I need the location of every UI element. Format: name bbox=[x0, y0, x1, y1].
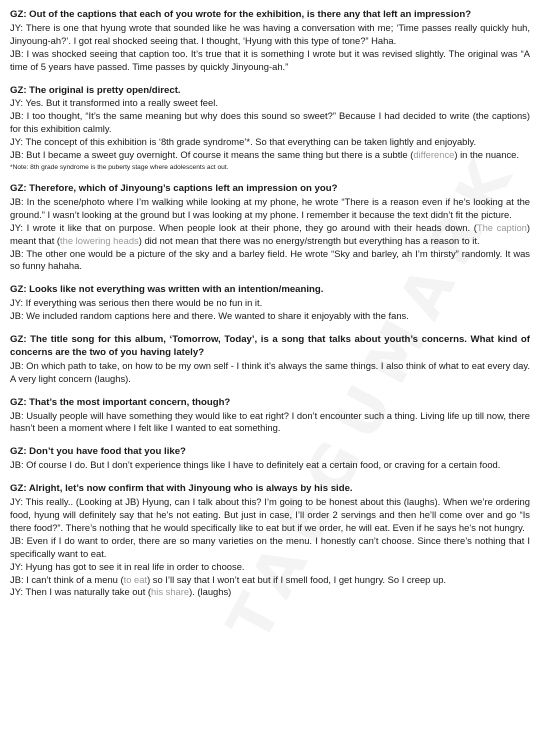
answer-line bbox=[10, 110, 530, 136]
answer-text: JB: The other one would be a picture of the sky and a barley field. He wrote “Sky and barley, ah I’m thirsty” randomly. It was so funny hahaha. bbox=[10, 247, 530, 272]
answer-text: JY: The concept of this exhibition is ‘8th grade syndrome’*. So that everything can be taken lightly and enjoyably. bbox=[10, 136, 477, 148]
qa-section bbox=[10, 483, 530, 599]
answer-line bbox=[10, 360, 530, 386]
qa-section bbox=[10, 446, 530, 472]
interview-document bbox=[10, 9, 530, 610]
answer-line bbox=[10, 222, 530, 248]
question: GZ: Looks like not everything was written with an intention/meaning. bbox=[10, 284, 324, 296]
translator-note-text: the lowering heads bbox=[60, 234, 139, 246]
answer-text: JB: On which path to take, on how to be my own self - I think it’s always the same things. I also think of what to eat every day. A very light concern (laughs). bbox=[10, 359, 530, 384]
answer-text: ). (laughs) bbox=[189, 586, 232, 598]
answer-text: JB: I was shocked seeing that caption too. It’s true that it is something I wrote but it was revised slightly. The original was “A time of 5 years have passed. Time passes by quickly Jinyoung-ah.” bbox=[10, 47, 530, 72]
question: GZ: Therefore, which of Jinyoung’s captions left an impression on you? bbox=[10, 182, 338, 194]
answer-line bbox=[10, 459, 530, 472]
answer-line bbox=[10, 248, 530, 274]
translator-note-text: his share bbox=[151, 586, 190, 598]
answer-text: ) so I’ll say that I won’t eat but if I smell food, I get hungry. So I creep up. bbox=[147, 573, 447, 585]
translator-note-text: The caption bbox=[476, 221, 527, 233]
answer-text: JB: But I became a sweet guy overnight. Of course it means the same thing but there is a subtle ( bbox=[10, 149, 414, 161]
footnote: *Note: 8th grade syndrome is the puberty stage where adolescents act out. bbox=[10, 163, 229, 171]
answer-text: JB: Even if I do want to order, there are so many varieties on the menu. I honestly can’t choose. Since there’s nothing that I specifically want to eat. bbox=[10, 534, 530, 559]
qa-section bbox=[10, 284, 530, 323]
qa-section bbox=[10, 9, 530, 74]
answer-line bbox=[10, 586, 530, 599]
answer-line bbox=[10, 297, 530, 310]
answer-text: JY: I wrote it like that on purpose. When people look at their phone, they go around with their heads down. ( bbox=[10, 221, 477, 233]
question: GZ: Alright, let’s now confirm that with Jinyoung who is always by his side. bbox=[10, 483, 353, 495]
answer-text: JB: In the scene/photo where I’m walking while looking at my phone, he wrote “There is a reason even if he’s looking at the ground.” I wasn’t looking at the ground but I was looking at my phone. I remember it because the text didn’t fit the picture. bbox=[10, 195, 530, 220]
question: GZ: Don’t you have food that you like? bbox=[10, 446, 186, 458]
answer-text: JY: This really.. (Looking at JB) Hyung, can I talk about this? I’m going to be honest about this (laughs). When we’re ordering food, hyung will definitely say that he’s not eating. But just in case, I’ll order 2 servings and then he’ll come over and go “Is there food?”. There’s nothing that he would specifically like to eat but if we order, he will eat. Even if he says he’s not hungry. bbox=[10, 496, 530, 533]
answer-text: JB: I can’t think of a menu ( bbox=[10, 573, 124, 585]
answer-line bbox=[10, 535, 530, 561]
qa-section bbox=[10, 334, 530, 386]
answer-text: JB: Of course I do. But I don’t experience things like I have to definitely eat a certain food, or craving for a certain food. bbox=[10, 459, 501, 471]
answer-line bbox=[10, 496, 530, 535]
answer-text: JY: Then I was naturally take out ( bbox=[10, 586, 152, 598]
question: GZ: The original is pretty open/direct. bbox=[10, 84, 181, 96]
answer-text: ) did not mean that there was no energy/strength but everything has a reason to it. bbox=[138, 234, 480, 246]
answer-text: JY: There is one that hyung wrote that sounded like he was having a conversation with me; ‘Time passes really quickly huh, Jinyoung-ah?’. I got real shocked seeing that. I thought, ‘Hyung with this type of tone?” Haha. bbox=[10, 21, 530, 46]
answer-text: ) meant that ( bbox=[10, 221, 530, 246]
answer-line bbox=[10, 574, 530, 587]
answer-line bbox=[10, 22, 530, 48]
translator-note-text: to eat bbox=[123, 573, 148, 585]
translator-note-text: difference bbox=[413, 149, 455, 161]
answer-text: JB: I too thought, “It’s the same meaning but why does this sound so sweet?” Because I had decided to write (the captions) for this exhibition calmly. bbox=[10, 110, 530, 135]
question: GZ: That’s the most important concern, though? bbox=[10, 396, 231, 408]
question: GZ: The title song for this album, ‘Tomorrow, Today’, is a song that talks about youth’s concerns. What kind of concerns are the two of you having lately? bbox=[10, 334, 530, 358]
answer-text: ) in the nuance. bbox=[454, 149, 519, 161]
qa-section bbox=[10, 183, 530, 273]
qa-section bbox=[10, 397, 530, 436]
qa-section bbox=[10, 85, 530, 172]
answer-line bbox=[10, 97, 530, 110]
answer-line bbox=[10, 149, 530, 162]
answer-text: JY: Hyung has got to see it in real life in order to choose. bbox=[10, 560, 245, 572]
answer-text: JB: Usually people will have something they would like to eat right? I don’t encounter such a thing. Living life up till now, there hasn’t been a moment where I felt like I wanted to eat something. bbox=[10, 409, 530, 434]
answer-line bbox=[10, 136, 530, 149]
question: GZ: Out of the captions that each of you wrote for the exhibition, is there any that left an impression? bbox=[10, 9, 472, 20]
answer-line bbox=[10, 48, 530, 74]
answer-line bbox=[10, 196, 530, 222]
answer-text: JB: We included random captions here and there. We wanted to share it enjoyably with the fans. bbox=[10, 310, 409, 322]
answer-text: JY: If everything was serious then there would be no fun in it. bbox=[10, 297, 263, 309]
answer-line bbox=[10, 561, 530, 574]
answer-line bbox=[10, 310, 530, 323]
answer-text: JY: Yes. But it transformed into a really sweet feel. bbox=[10, 97, 218, 109]
answer-line bbox=[10, 410, 530, 436]
